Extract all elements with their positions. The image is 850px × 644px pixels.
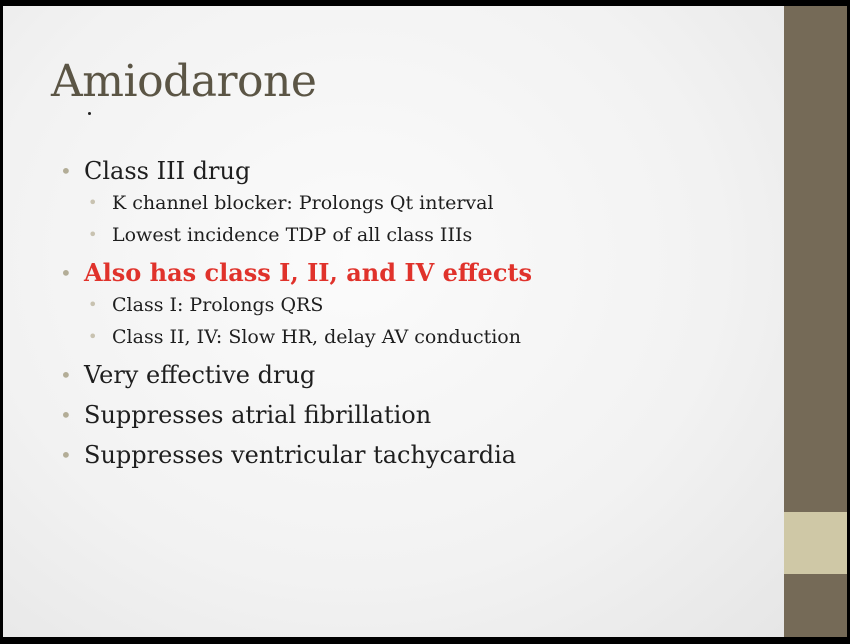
sub-bullet-text: Lowest incidence TDP of all class IIIs <box>112 224 473 246</box>
sub-bullet-glyph: • <box>88 327 98 346</box>
bullet-glyph: • <box>60 363 72 387</box>
sub-bullet-glyph: • <box>88 193 98 212</box>
sub-bullet-text: Class II, IV: Slow HR, delay AV conduction <box>112 326 521 348</box>
sub-bullet-glyph: • <box>88 295 98 314</box>
bullet-text: Suppresses ventricular tachycardia <box>84 441 517 469</box>
bullet-item <box>58 156 532 248</box>
bullet-item <box>58 360 532 390</box>
bullet-glyph: • <box>60 159 72 183</box>
bullet-text: Also has class I, II, and IV effects <box>84 258 533 287</box>
bullet-text: Very effective drug <box>84 361 316 389</box>
slide-title: Amiodarone <box>51 56 317 107</box>
bullet-item <box>58 400 532 430</box>
slide-sidebar-accent <box>784 512 847 574</box>
sub-bullet-item <box>84 324 532 350</box>
bullet-text: Class III drug <box>84 157 251 185</box>
bullet-glyph: • <box>60 403 72 427</box>
bullet-item <box>58 440 532 470</box>
bullet-glyph: • <box>60 261 72 285</box>
sub-bullet-glyph: • <box>88 225 98 244</box>
sub-bullet-text: Class I: Prolongs QRS <box>112 294 324 316</box>
bullet-text: Suppresses atrial fibrillation <box>84 401 432 429</box>
bullet-glyph: • <box>60 443 72 467</box>
sub-bullet-list <box>84 292 532 350</box>
bullet-list <box>58 156 532 480</box>
sub-bullet-item <box>84 190 532 216</box>
sub-bullet-item <box>84 292 532 318</box>
sub-bullet-list <box>84 190 532 248</box>
sub-bullet-item <box>84 222 532 248</box>
sub-bullet-text: K channel blocker: Prolongs Qt interval <box>112 192 494 214</box>
bullet-item-highlighted <box>58 258 532 350</box>
cursor-dot <box>88 112 91 115</box>
